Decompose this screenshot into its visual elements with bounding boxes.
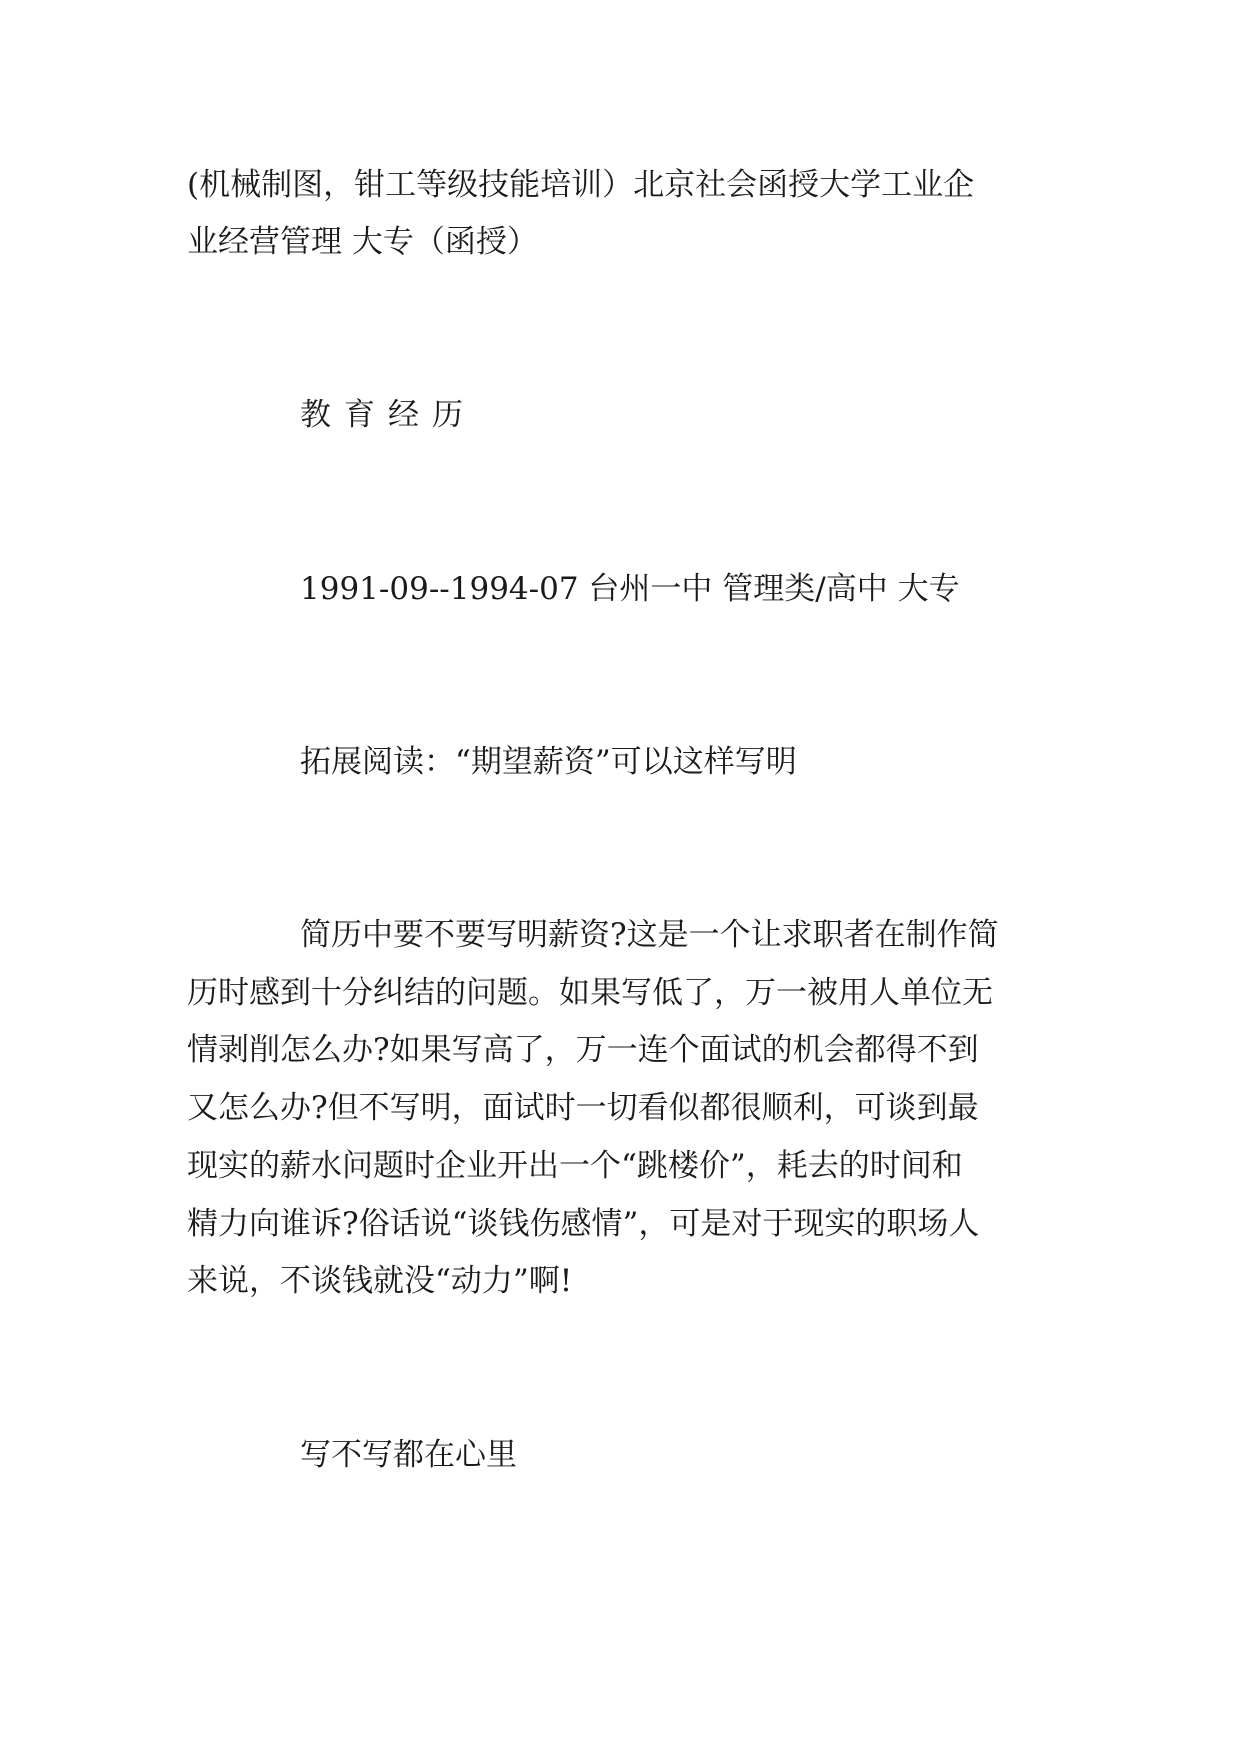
extended-reading-title: 拓展阅读：“期望薪资”可以这样写明 — [300, 744, 797, 780]
paragraph-line-3: 情剥削怎么办?如果写高了，万一连个面试的机会都得不到 — [187, 1032, 979, 1068]
training-line-2: 业经营管理 大专（函授） — [187, 224, 538, 260]
paragraph-line-5: 现实的薪水问题时企业开出一个“跳楼价”，耗去的时间和 — [187, 1148, 963, 1184]
subheading-salary: 写不写都在心里 — [300, 1437, 517, 1473]
paragraph-line-6: 精力向谁诉?俗话说“谈钱伤感情”，可是对于现实的职场人 — [187, 1206, 980, 1242]
training-line-1: (机械制图，钳工等级技能培训）北京社会函授大学工业企 — [187, 167, 975, 203]
education-entry: 1991-09--1994-07 台州一中 管理类/高中 大专 — [300, 571, 960, 607]
paragraph-line-2: 历时感到十分纠结的问题。如果写低了，万一被用人单位无 — [187, 975, 993, 1011]
paragraph-line-1: 简历中要不要写明薪资?这是一个让求职者在制作简 — [300, 917, 999, 953]
paragraph-line-4: 又怎么办?但不写明，面试时一切看似都很顺利，可谈到最 — [187, 1090, 979, 1126]
section-heading-education: 教育经历 — [300, 397, 476, 433]
paragraph-line-7: 来说，不谈钱就没“动力”啊! — [187, 1263, 573, 1299]
